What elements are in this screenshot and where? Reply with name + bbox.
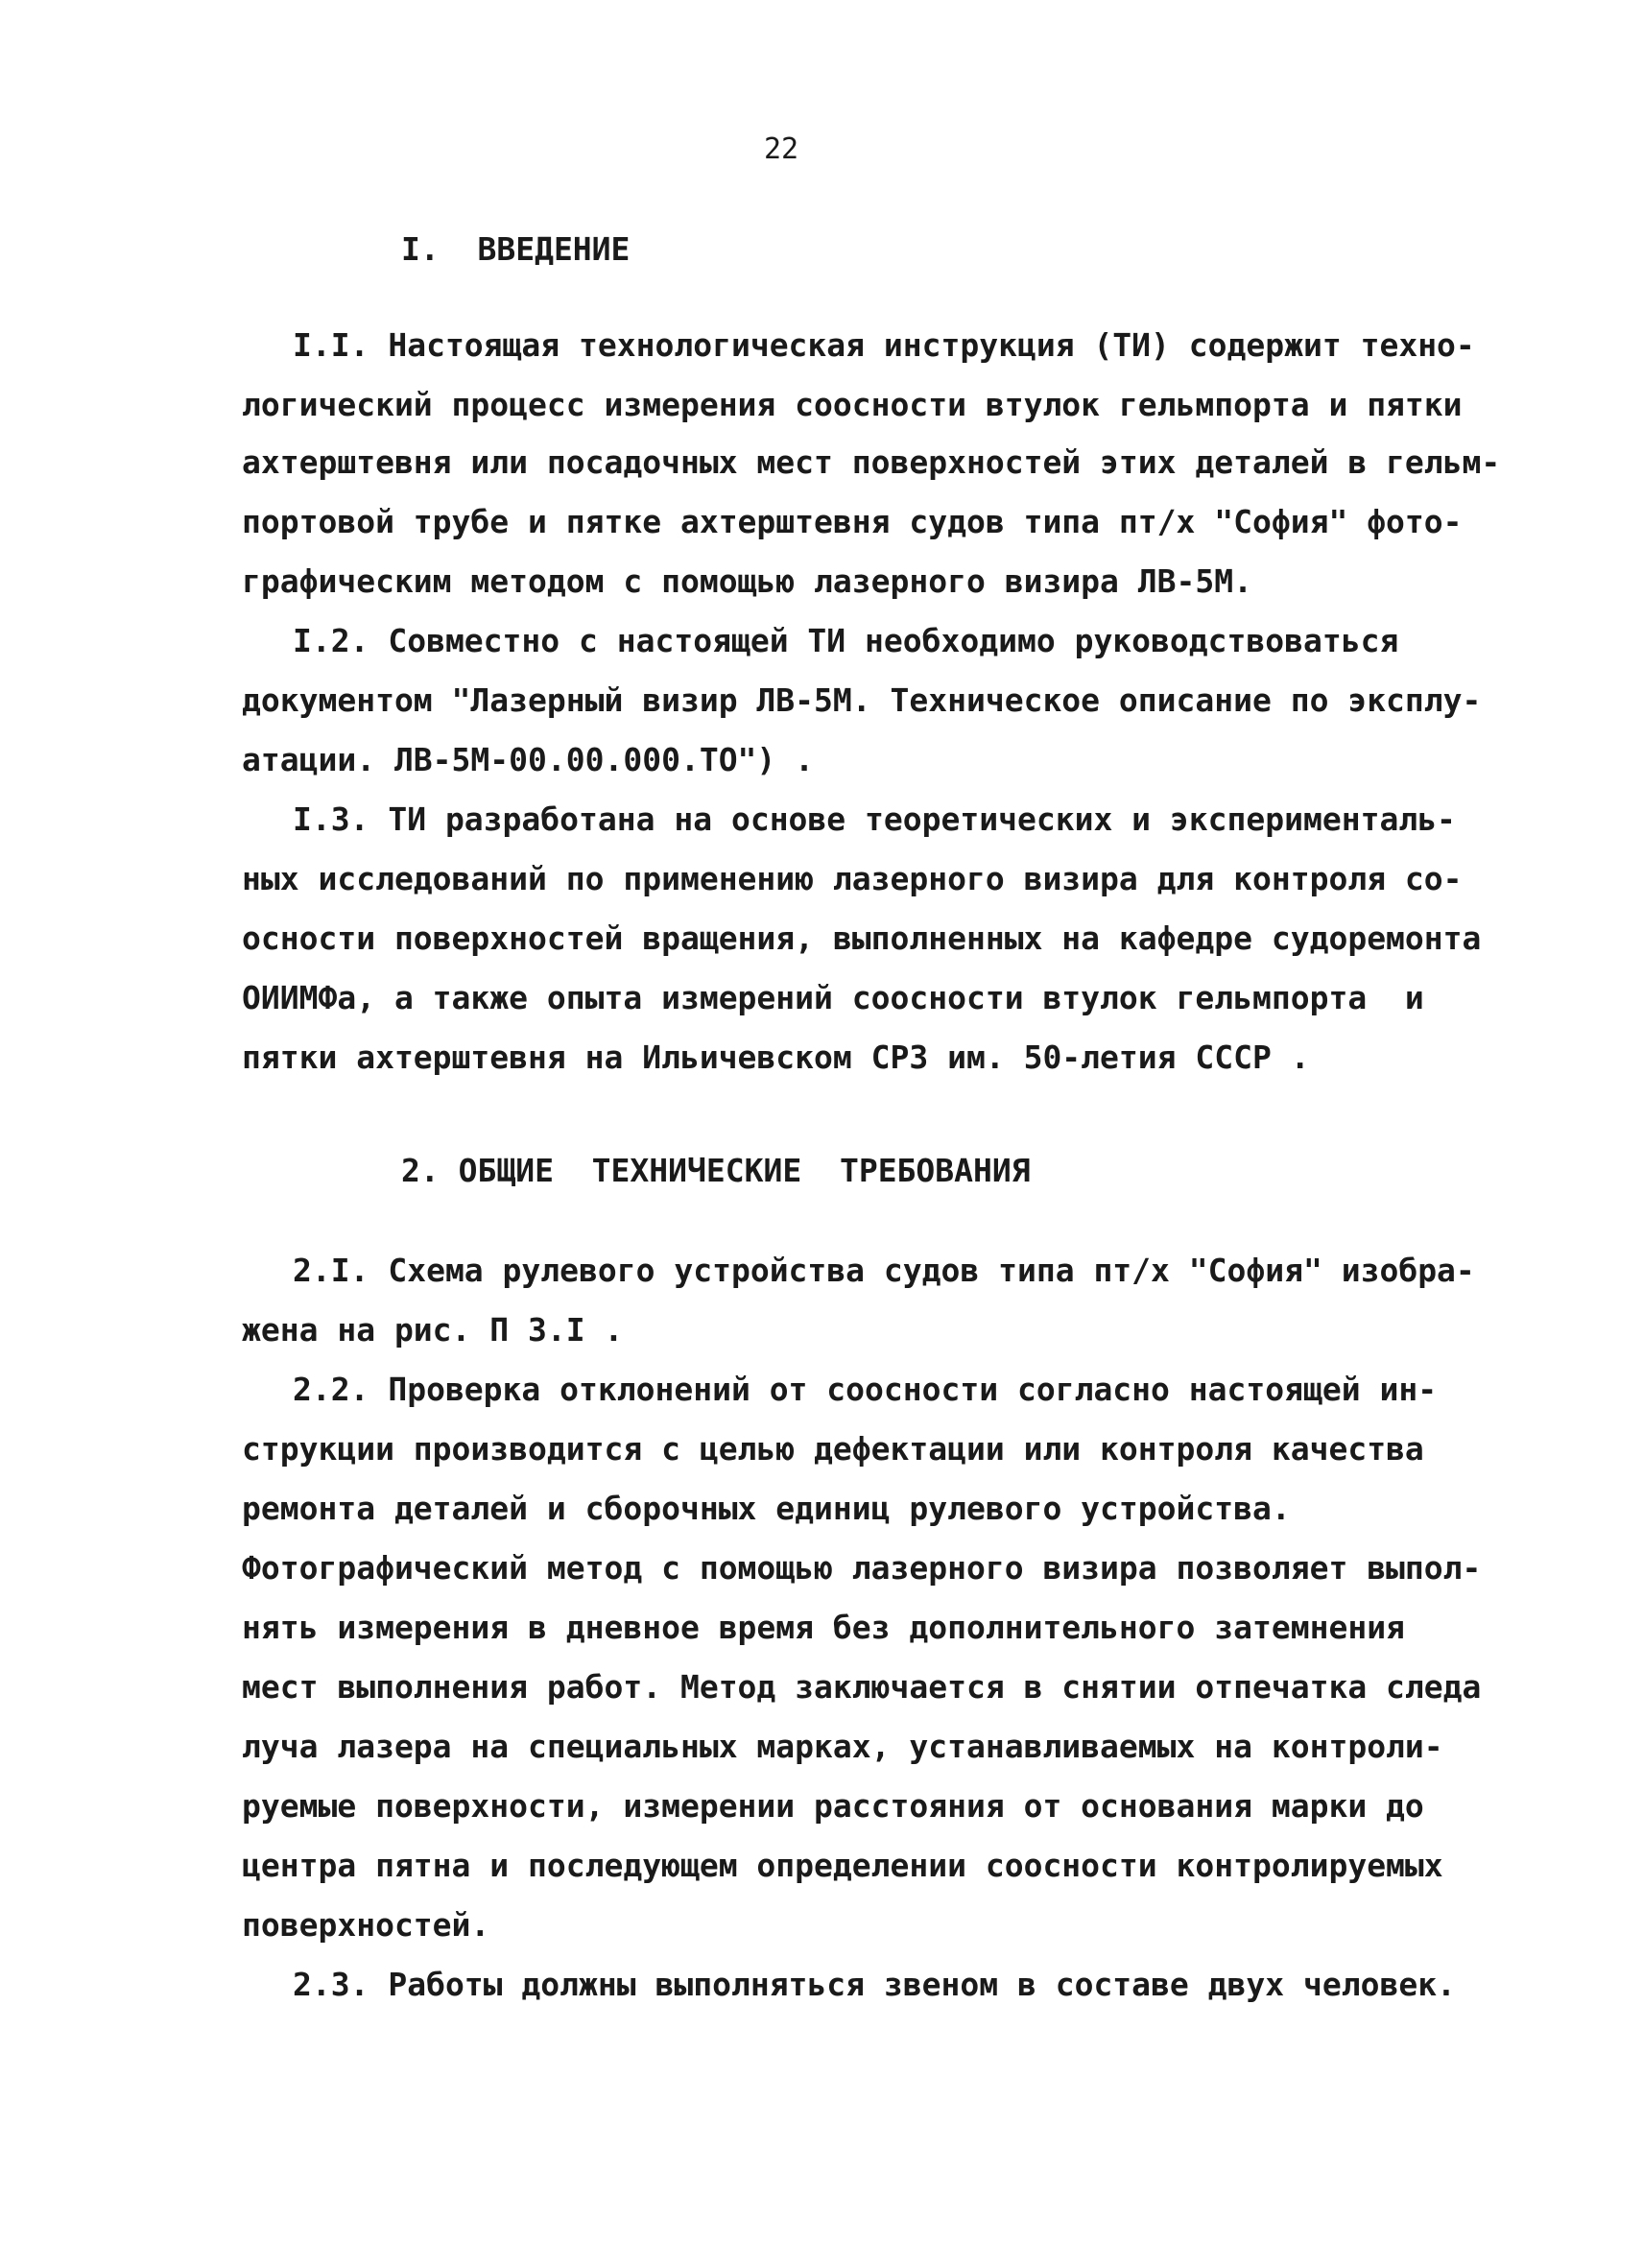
section-2-line: 2.3. Работы должны выполняться звеном в составе двух человек. — [293, 1966, 1456, 2003]
section-2-line: луча лазера на специальных марках, устанавливаемых на контроли- — [242, 1728, 1443, 1765]
section-2-line: нять измерения в дневное время без дополнительного затемнения — [242, 1609, 1405, 1646]
section-2-line: мест выполнения работ. Метод заключается в снятии отпечатка следа — [242, 1668, 1482, 1706]
page-number: 22 — [764, 132, 799, 166]
section-1-line: I.2. Совместно с настоящей ТИ необходимо руководствоваться — [293, 622, 1399, 659]
section-1-line: I.I. Настоящая технологическая инструкция (ТИ) содержит техно- — [293, 326, 1475, 364]
section-2-line: 2.2. Проверка отклонений от соосности согласно настоящей ин- — [293, 1371, 1438, 1408]
section-2-line: струкции производится с целью дефектации или контроля качества — [242, 1430, 1424, 1468]
section-1-line: атации. ЛВ-5М-00.00.000.ТО") . — [242, 741, 815, 778]
section-1-heading: I. ВВЕДЕНИЕ — [401, 230, 631, 268]
section-2-line: центра пятна и последующем определении соосности контролируемых — [242, 1847, 1443, 1884]
section-2-line: жена на рис. П 3.I . — [242, 1311, 624, 1349]
section-1-line: пятки ахтерштевня на Ильичевском СРЗ им. 50-летия СССР . — [242, 1039, 1310, 1076]
section-2-line: поверхностей. — [242, 1906, 490, 1944]
section-2-line: Фотографический метод с помощью лазерного визира позволяет выпол- — [242, 1549, 1482, 1587]
section-1-line: I.3. ТИ разработана на основе теоретических и эксперименталь- — [293, 800, 1456, 838]
section-1-line: логический процесс измерения соосности втулок гельмпорта и пятки — [242, 386, 1463, 423]
section-1-line: документом "Лазерный визир ЛВ-5М. Техническое описание по эксплу- — [242, 681, 1482, 719]
section-1-line: графическим методом с помощью лазерного визира ЛВ-5М. — [242, 562, 1252, 600]
section-2-heading: 2. ОБЩИЕ ТЕХНИЧЕСКИЕ ТРЕБОВАНИЯ — [401, 1152, 1031, 1189]
section-1-line: ОИИМФа, а также опыта измерений соосности втулок гельмпорта и — [242, 979, 1424, 1016]
section-2-line: 2.I. Схема рулевого устройства судов типа пт/х "София" изобра- — [293, 1252, 1475, 1289]
section-1-line: ахтерштевня или посадочных мест поверхностей этих деталей в гельм- — [242, 443, 1501, 481]
section-2-line: руемые поверхности, измерении расстояния от основания марки до — [242, 1787, 1424, 1825]
section-1-line: ных исследований по применению лазерного визира для контроля со- — [242, 860, 1463, 897]
section-1-line: осности поверхностей вращения, выполненных на кафедре судоремонта — [242, 919, 1482, 957]
section-1-line: портовой трубе и пятке ахтерштевня судов типа пт/х "София" фото- — [242, 503, 1463, 540]
section-2-line: ремонта деталей и сборочных единиц рулевого устройства. — [242, 1490, 1291, 1527]
